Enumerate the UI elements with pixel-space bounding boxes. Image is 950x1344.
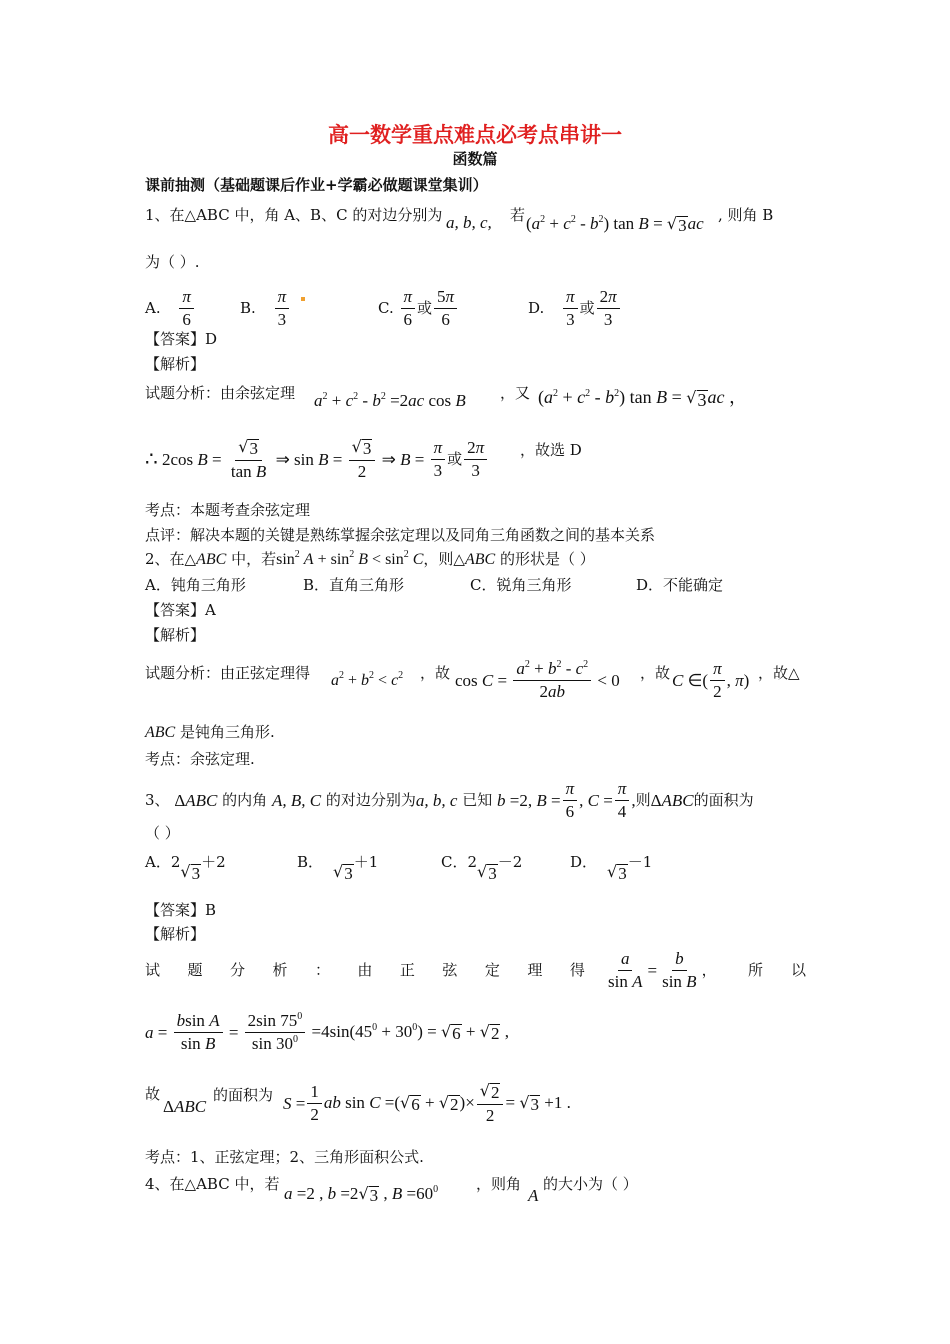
q2-option-d: D．不能确定: [636, 576, 724, 594]
q1-tail: , 则角 B: [718, 206, 774, 224]
q1-kaodian: 考点：本题考查余弦定理: [145, 501, 311, 519]
q4-tail: ，则角: [476, 1175, 522, 1193]
q3-option-a: A．2 √ 3 ＋2: [145, 853, 226, 883]
q3-a-derivation: a = $\frac{\text{bsin A}}{\text{sin B}}$ = $\frac{2\sin 75^0}{\sin 30^0}$ $=4\sin(45^0 + 30^0)$ = √ 6 + √ 2 ,: [145, 1011, 509, 1053]
q3-area-prefix: 故: [145, 1085, 161, 1103]
q1-dianping: 点评：解决本题的关键是熟练掌握余弦定理以及同角三角函数之间的基本关系: [145, 526, 656, 544]
q1-option-a: A. $\frac{\pi}{6}$: [145, 288, 196, 329]
q2-kaodian: 考点：余弦定理.: [145, 750, 255, 768]
q1-formula: $(a^2 + c^2 - b^2)$ tan B = √ 3 ac: [526, 214, 704, 235]
q1-option-b: B. $\frac{\pi}{3}$: [240, 288, 291, 329]
q2-stem: 2、在△ABC 中，若$\sin^2 A + \sin^2 B < \sin^2 C$，则△ABC 的形状是（ ）: [145, 549, 595, 568]
q4-conditions: a =2 , b =2 √ 3 , $B =60^0$: [284, 1184, 439, 1205]
q3-paren: （ ）: [145, 824, 180, 842]
q3-stem: 3、 ΔABC 的内角 A, B, C 的对边分别为a, b, c 已知 b =2, B = $\frac{\pi}{6}$ , C = $\frac{\pi}{4}$ ,则ΔABC的面积为: [145, 779, 754, 821]
q1-prefix: 1、在△ABC 中，角 A、B、C 的对边分别为: [145, 206, 443, 224]
q1-if: 若: [510, 206, 526, 224]
q1-analysis-1: 试题分析：由余弦定理: [145, 384, 296, 402]
q2-conclusion: ABC 是钝角三角形.: [145, 723, 275, 741]
q2-answer: 【答案】A: [145, 601, 216, 619]
q2-analysis-label: 【解析】: [145, 626, 206, 644]
q1-option-d: D. $\frac{\pi}{3}$ 或 $\frac{2\pi}{3}$: [528, 288, 622, 329]
q3-area-formula: S = $\frac{1}{2}$ ab sin C =( √ 6 + √ 2 )× √ 2 2 = √ 3 +1 .: [283, 1081, 571, 1125]
page-title: 高一数学重点难点必考点串讲一: [328, 123, 622, 147]
q2-option-a: A．钝角三角形: [145, 576, 246, 594]
q4-stem: 4、在△ABC 中，若: [145, 1175, 280, 1193]
q1-analysis-label: 【解析】: [145, 355, 206, 373]
q3-analysis-label: 【解析】: [145, 925, 206, 943]
q4-tail2: 的大小为（ ）: [543, 1175, 638, 1193]
q3-answer: 【答案】B: [145, 901, 217, 919]
q1-choose: ，故选 D: [520, 441, 582, 459]
q2-analysis: 试题分析：由正弦定理得: [145, 664, 311, 682]
q3-area-tri: ΔABC: [163, 1097, 207, 1116]
stray-mark: [301, 297, 305, 301]
q1-answer: 【答案】D: [145, 330, 218, 348]
q1-stem: [145, 208, 442, 223]
q3-sine-law: $\frac{a}{\text{sin A}}$ = $\frac{b}{\text{sin B}}$ ，: [608, 949, 717, 991]
q2-gu1: ，故: [420, 664, 451, 682]
q3-analysis-text: 试 题 分 析 ： 由 正 弦 定 理 得: [145, 961, 585, 979]
q2-gu2: ，故: [640, 664, 671, 682]
q1-option-c: C. $\frac{\pi}{6}$ 或 $\frac{5\pi}{6}$: [378, 288, 459, 329]
q1-analysis-1b: ，又: [500, 384, 531, 402]
q2-interval: C ∈( $\frac{\pi}{2}$ , π): [672, 659, 750, 701]
q3-suoyi: 所 以: [748, 961, 806, 979]
q3-option-c: C．2 √ 3 －2: [441, 853, 523, 883]
q1-given: $(a^2 + c^2 - b^2)$ tan B = √ 3 ac ，: [538, 387, 747, 410]
q1-cosine-law: $a^2 + c^2 - b^2 =2ac$ cos B: [314, 391, 466, 410]
q2-option-b: B．直角三角形: [303, 576, 405, 594]
q4-angle: A: [528, 1186, 539, 1205]
page-subtitle: 函数篇: [452, 150, 498, 168]
q2-gu3: ，故△: [758, 664, 800, 682]
section-heading: 课前抽测（基础题课后作业+学霸必做题课堂集训）: [145, 176, 488, 194]
q3-kaodian: 考点：1、正弦定理；2、三角形面积公式.: [145, 1148, 424, 1166]
q3-option-b: B． √ 3 ＋1: [297, 853, 379, 883]
q2-ineq: $a^2 + b^2 < c^2$: [331, 670, 404, 689]
q1-vars: a, b, c,: [446, 213, 492, 232]
q3-area-mid: 的面积为: [213, 1086, 274, 1104]
q3-option-d: D． √ 3 －1: [570, 853, 653, 883]
q1-derivation: ∴ 2cos B = √ 3 tan B ⇒ sin B = √ 3 2 ⇒ B = $\frac{\pi}{3}$ 或 $\frac{2\pi}{3}$: [145, 438, 489, 481]
q2-option-c: C．锐角三角形: [470, 576, 572, 594]
q2-cosc: cos C = $\frac{a^2 + b^2 - c^2}{2ab}$ < 0: [455, 659, 620, 701]
q1-line2: 为（ ）.: [145, 253, 200, 271]
